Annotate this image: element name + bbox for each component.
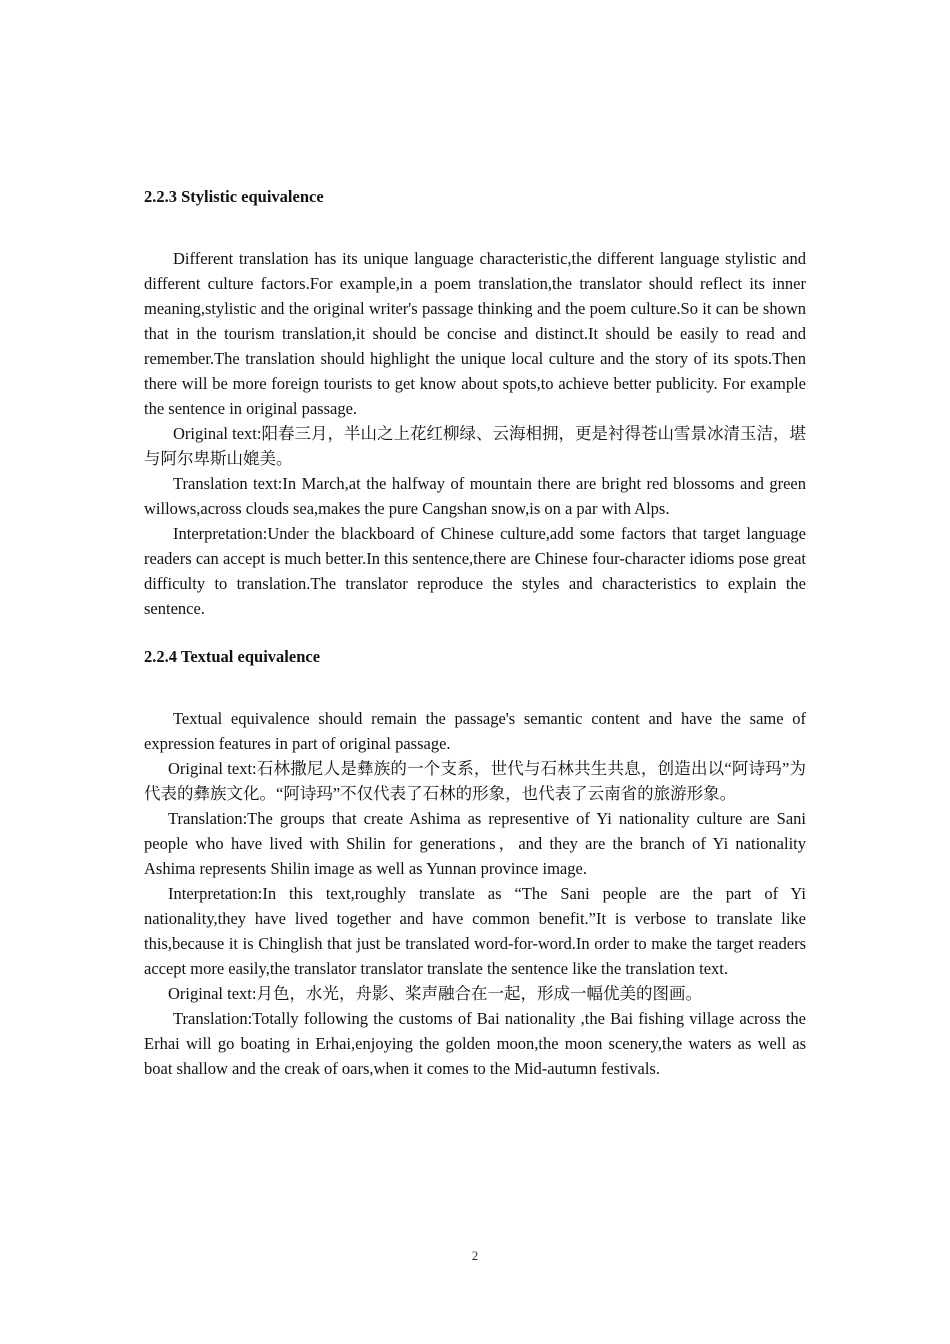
paragraph: Different translation has its unique language characteristic,the different language stylistic and different culture factors.For example,in a poem translation,the translator should reflect its inner meaning,stylistic and the original writer's passage thinking and the poem culture.So it can be shown that in the tourism translation,it should be concise and distinct.It should be easily to read and remember.The translation should highlight the unique local culture and the story of its spots.Then there will be more foreign tourists to get know about spots,to achieve better publicity. For example the sentence in original passage.	[144, 249, 806, 418]
paragraph: Original text:石林撒尼人是彝族的一个支系，世代与石林共生共息，创造出以“阿诗玛”为代表的彝族文化。“阿诗玛”不仅代表了石林的形象，也代表了云南省的旅游形象。	[144, 759, 806, 803]
section-heading-stylistic: 2.2.3 Stylistic equivalence	[144, 187, 324, 206]
paragraph: Original text:月色，水光，舟影、桨声融合在一起，形成一幅优美的图画。	[168, 984, 702, 1003]
paragraph: Textual equivalence should remain the passage's semantic content and have the same of expression features in part of original passage.	[144, 709, 806, 753]
paragraph: Translation:The groups that create Ashima as representive of Yi nationality culture are Sani people who have lived with Shilin for generations，and they are the branch of Yi nationality Ashima represents Shilin image as well as Yunnan province image.	[144, 809, 806, 878]
paragraph: Translation text:In March,at the halfway of mountain there are bright red blossoms and green willows,across clouds sea,makes the pure Cangshan snow,is on a par with Alps.	[144, 474, 806, 518]
section-heading-textual: 2.2.4 Textual equivalence	[144, 647, 321, 666]
paragraph: Interpretation:Under the blackboard of Chinese culture,add some factors that target language readers can accept is much better.In this sentence,there are Chinese four-character idioms pose great difficulty to translation.The translator reproduce the styles and characteristics to explain the sentence.	[144, 524, 806, 618]
paragraph: Translation:Totally following the customs of Bai nationality ,the Bai fishing village across the Erhai will go boating in Erhai,enjoying the golden moon,the moon scenery,the waters as well as boat shallow and the creak of oars,when it comes to the Mid-autumn festivals.	[144, 1009, 806, 1078]
page-content	[144, 184, 806, 1081]
paragraph: Original text:阳春三月，半山之上花红柳绿、云海相拥，更是衬得苍山雪景冰清玉洁，堪与阿尔卑斯山媲美。	[144, 424, 806, 468]
page-number: 2	[471, 1248, 479, 1263]
paragraph: Interpretation:In this text,roughly translate as “The Sani people are the part of Yi nationality,they have lived together and have common benefit.”It is verbose to translate like this,because it is Chinglish that just be translated word-for-word.In order to make the target readers accept more easily,the translator translator translate the sentence like the translation text.	[144, 884, 806, 978]
